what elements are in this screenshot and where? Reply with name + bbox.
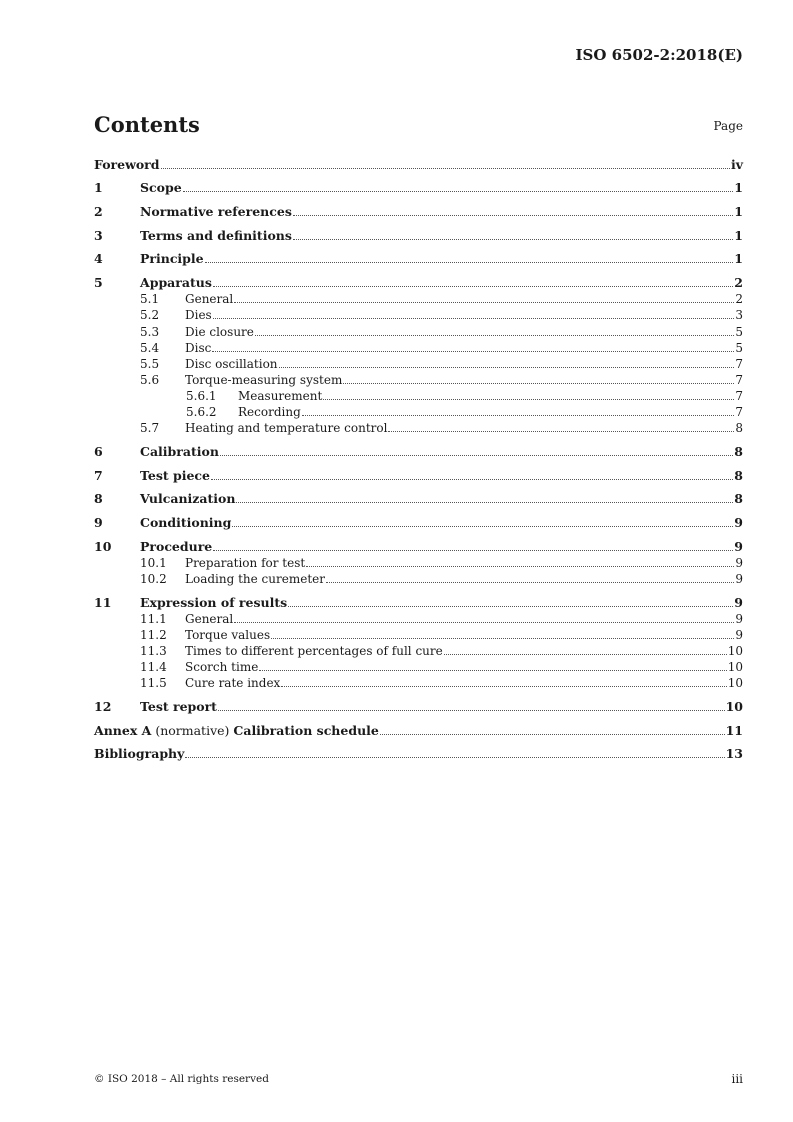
- toc-entry[interactable]: [94, 444, 743, 460]
- toc-entry-page: 9: [734, 515, 743, 530]
- toc-entry-page: 8: [734, 491, 743, 506]
- toc-entry-page: 8: [734, 468, 743, 483]
- toc-entry[interactable]: [94, 468, 743, 484]
- toc-entry-number: 10.1: [140, 556, 167, 570]
- toc-dot-leader: [255, 334, 734, 336]
- toc-entry-title: Apparatus: [140, 275, 212, 290]
- toc-entry-title: Conditioning: [140, 515, 232, 530]
- toc-entry-page: 7: [735, 405, 743, 419]
- toc-dot-leader: [288, 605, 733, 607]
- page-column-label: Page: [713, 119, 743, 133]
- toc-entry-title: Loading the curemeter: [185, 572, 325, 586]
- toc-entry-title-tail: Calibration schedule: [233, 723, 379, 738]
- toc-entry-page: 11: [725, 723, 743, 738]
- toc-entry-number: 5.7: [140, 421, 160, 435]
- toc-dot-leader: [234, 301, 734, 303]
- toc-entry-page: 9: [735, 572, 743, 586]
- toc-entry[interactable]: [140, 356, 743, 372]
- toc-dot-leader: [326, 581, 734, 583]
- toc-dot-leader: [293, 238, 733, 240]
- toc-entry-page: 5: [735, 341, 743, 355]
- toc-entry-number: 5.6: [140, 373, 160, 387]
- toc-dot-leader: [213, 285, 733, 287]
- toc-dot-leader: [183, 190, 734, 192]
- toc-entry[interactable]: [94, 723, 743, 739]
- toc-entry-title: Cure rate index: [185, 676, 281, 690]
- toc-entry-title: Calibration: [140, 444, 219, 459]
- toc-entry[interactable]: [94, 595, 743, 611]
- toc-dot-leader: [232, 525, 733, 527]
- toc-entry-page: 1: [734, 251, 743, 266]
- toc-dot-leader: [259, 669, 726, 671]
- toc-entry[interactable]: [94, 515, 743, 531]
- toc-entry-page: 9: [735, 612, 743, 626]
- toc-entry[interactable]: [140, 675, 743, 691]
- toc-entry-number: 10.2: [140, 572, 167, 586]
- toc-dot-leader: [302, 414, 735, 416]
- toc-entry-page: 8: [735, 421, 743, 435]
- toc-dot-leader: [211, 478, 733, 480]
- toc-dot-leader: [213, 317, 735, 319]
- toc-entry-number: 1: [94, 180, 103, 195]
- toc-dot-leader: [323, 398, 734, 400]
- toc-entry-page: 2: [735, 292, 743, 306]
- toc-entry[interactable]: [94, 275, 743, 291]
- toc-entry-number: 5.3: [140, 325, 160, 339]
- toc-entry-title: Dies: [185, 308, 212, 322]
- toc-entry-title: Foreword: [94, 157, 160, 172]
- toc-entry-title: Terms and definitions: [140, 228, 292, 243]
- toc-entry-title: Normative references: [140, 204, 292, 219]
- toc-dot-leader: [185, 756, 724, 758]
- toc-entry-title: Torque values: [185, 628, 271, 642]
- toc-entry[interactable]: [140, 659, 743, 675]
- toc-entry[interactable]: [140, 340, 743, 356]
- toc-dot-leader: [213, 549, 733, 551]
- toc-entry-title: Heating and temperature control: [185, 421, 388, 435]
- toc-entry-number: 11: [94, 595, 112, 610]
- toc-dot-leader: [293, 214, 733, 216]
- toc-dot-leader: [212, 350, 734, 352]
- toc-entry[interactable]: [140, 324, 743, 340]
- toc-dot-leader: [161, 167, 730, 169]
- toc-entry-number: 7: [94, 468, 103, 483]
- toc-entry-page: 9: [735, 628, 743, 642]
- page-title: Contents: [94, 112, 200, 137]
- toc-entry-page: 9: [734, 539, 743, 554]
- toc-entry-title: General: [185, 612, 234, 626]
- toc-entry-title: Die closure: [185, 325, 254, 339]
- toc-entry[interactable]: [140, 611, 743, 627]
- toc-entry[interactable]: [140, 307, 743, 323]
- toc-entry[interactable]: [186, 404, 743, 420]
- toc-entry-page: 2: [734, 275, 743, 290]
- toc-entry-number: 5.2: [140, 308, 160, 322]
- toc-dot-leader: [220, 454, 733, 456]
- toc-entry[interactable]: [94, 251, 743, 267]
- toc-entry-title: Expression of results: [140, 595, 288, 610]
- toc-entry-number: 5: [94, 275, 103, 290]
- toc-entry-number: 3: [94, 228, 103, 243]
- toc-entry-page: 1: [734, 228, 743, 243]
- toc-entry-number: 8: [94, 491, 103, 506]
- toc-dot-leader: [205, 261, 734, 263]
- toc-entry-title: Disc: [185, 341, 212, 355]
- toc-entry[interactable]: [140, 627, 743, 643]
- toc-entry-title: Preparation for test: [185, 556, 306, 570]
- toc-entry-page: iv: [730, 157, 743, 172]
- toc-entry[interactable]: [140, 555, 743, 571]
- toc-entry-number: 5.1: [140, 292, 160, 306]
- toc-entry-title: Scorch time: [185, 660, 259, 674]
- toc-entry-number: 2: [94, 204, 103, 219]
- toc-dot-leader: [218, 709, 725, 711]
- toc-entry-title-lead: Annex A: [94, 723, 152, 738]
- toc-entry[interactable]: [94, 228, 743, 244]
- toc-entry-title: Procedure: [140, 539, 213, 554]
- toc-entry[interactable]: [140, 372, 743, 388]
- toc-entry[interactable]: [94, 699, 743, 715]
- toc-entry-title: Test report: [140, 699, 217, 714]
- toc-entry-page: 7: [735, 373, 743, 387]
- toc-entry-title-qualifier: (normative): [151, 723, 234, 738]
- toc-entry-page: 1: [734, 204, 743, 219]
- toc-dot-leader: [306, 565, 734, 567]
- toc-entry-page: 10: [727, 676, 743, 690]
- toc-entry-number: 4: [94, 251, 103, 266]
- toc-entry[interactable]: [140, 291, 743, 307]
- toc-entry-number: 5.5: [140, 357, 160, 371]
- toc-entry-page: 10: [725, 699, 743, 714]
- toc-entry-page: 5: [735, 325, 743, 339]
- toc-entry-title: [94, 723, 379, 739]
- toc-entry-title: Disc oscillation: [185, 357, 278, 371]
- toc-entry-number: 12: [94, 699, 112, 714]
- toc-entry-page: 3: [735, 308, 743, 322]
- toc-entry-number: 5.4: [140, 341, 160, 355]
- document-id: ISO 6502-2:2018(E): [575, 46, 743, 64]
- toc-entry-page: 13: [725, 746, 743, 761]
- toc-entry[interactable]: [186, 388, 743, 404]
- toc-entry-title: Vulcanization: [140, 491, 236, 506]
- toc-entry-title: Principle: [140, 251, 204, 266]
- toc-entry-number: 11.1: [140, 612, 167, 626]
- page-number: iii: [731, 1072, 743, 1086]
- toc-entry-number: 11.3: [140, 644, 167, 658]
- toc-entry-title: Measurement: [238, 389, 323, 403]
- toc-entry-page: 1: [734, 180, 743, 195]
- toc-entry-title: Scope: [140, 180, 182, 195]
- toc-dot-leader: [281, 685, 726, 687]
- toc-dot-leader: [279, 366, 735, 368]
- toc-entry-page: 8: [734, 444, 743, 459]
- toc-entry-page: 7: [735, 357, 743, 371]
- toc-dot-leader: [444, 653, 727, 655]
- toc-entry-title: Torque-measuring system: [185, 373, 343, 387]
- toc-entry-title: General: [185, 292, 234, 306]
- toc-entry[interactable]: [140, 643, 743, 659]
- toc-entry-page: 9: [735, 556, 743, 570]
- toc-entry[interactable]: [94, 491, 743, 507]
- toc-entry-title: Times to different percentages of full cure: [185, 644, 443, 658]
- toc-entry-number: 11.4: [140, 660, 167, 674]
- toc-entry[interactable]: [94, 746, 743, 762]
- toc-entry-number: 9: [94, 515, 103, 530]
- toc-dot-leader: [236, 501, 733, 503]
- toc-entry[interactable]: [94, 180, 743, 196]
- toc-entry[interactable]: [94, 204, 743, 220]
- toc-entry-number: 5.6.2: [186, 405, 217, 419]
- toc-entry[interactable]: [140, 571, 743, 587]
- toc-entry-number: 6: [94, 444, 103, 459]
- toc-entry-title: Bibliography: [94, 746, 185, 761]
- toc-entry-page: 9: [734, 595, 743, 610]
- toc-entry-number: 11.2: [140, 628, 167, 642]
- toc-entry[interactable]: [94, 539, 743, 555]
- copyright-notice: © ISO 2018 – All rights reserved: [94, 1073, 269, 1085]
- toc-dot-leader: [343, 382, 734, 384]
- toc-entry-page: 7: [735, 389, 743, 403]
- toc-dot-leader: [388, 430, 734, 432]
- toc-dot-leader: [271, 637, 734, 639]
- toc-dot-leader: [380, 733, 725, 735]
- toc-dot-leader: [234, 621, 734, 623]
- toc-entry-number: 10: [94, 539, 112, 554]
- toc-entry-page: 10: [727, 644, 743, 658]
- toc-entry-number: 5.6.1: [186, 389, 217, 403]
- toc-entry[interactable]: [140, 420, 743, 436]
- toc-entry-number: 11.5: [140, 676, 167, 690]
- toc-entry-page: 10: [727, 660, 743, 674]
- toc-entry-title: Recording: [238, 405, 301, 419]
- toc-entry-title: Test piece: [140, 468, 210, 483]
- toc-entry[interactable]: [94, 157, 743, 173]
